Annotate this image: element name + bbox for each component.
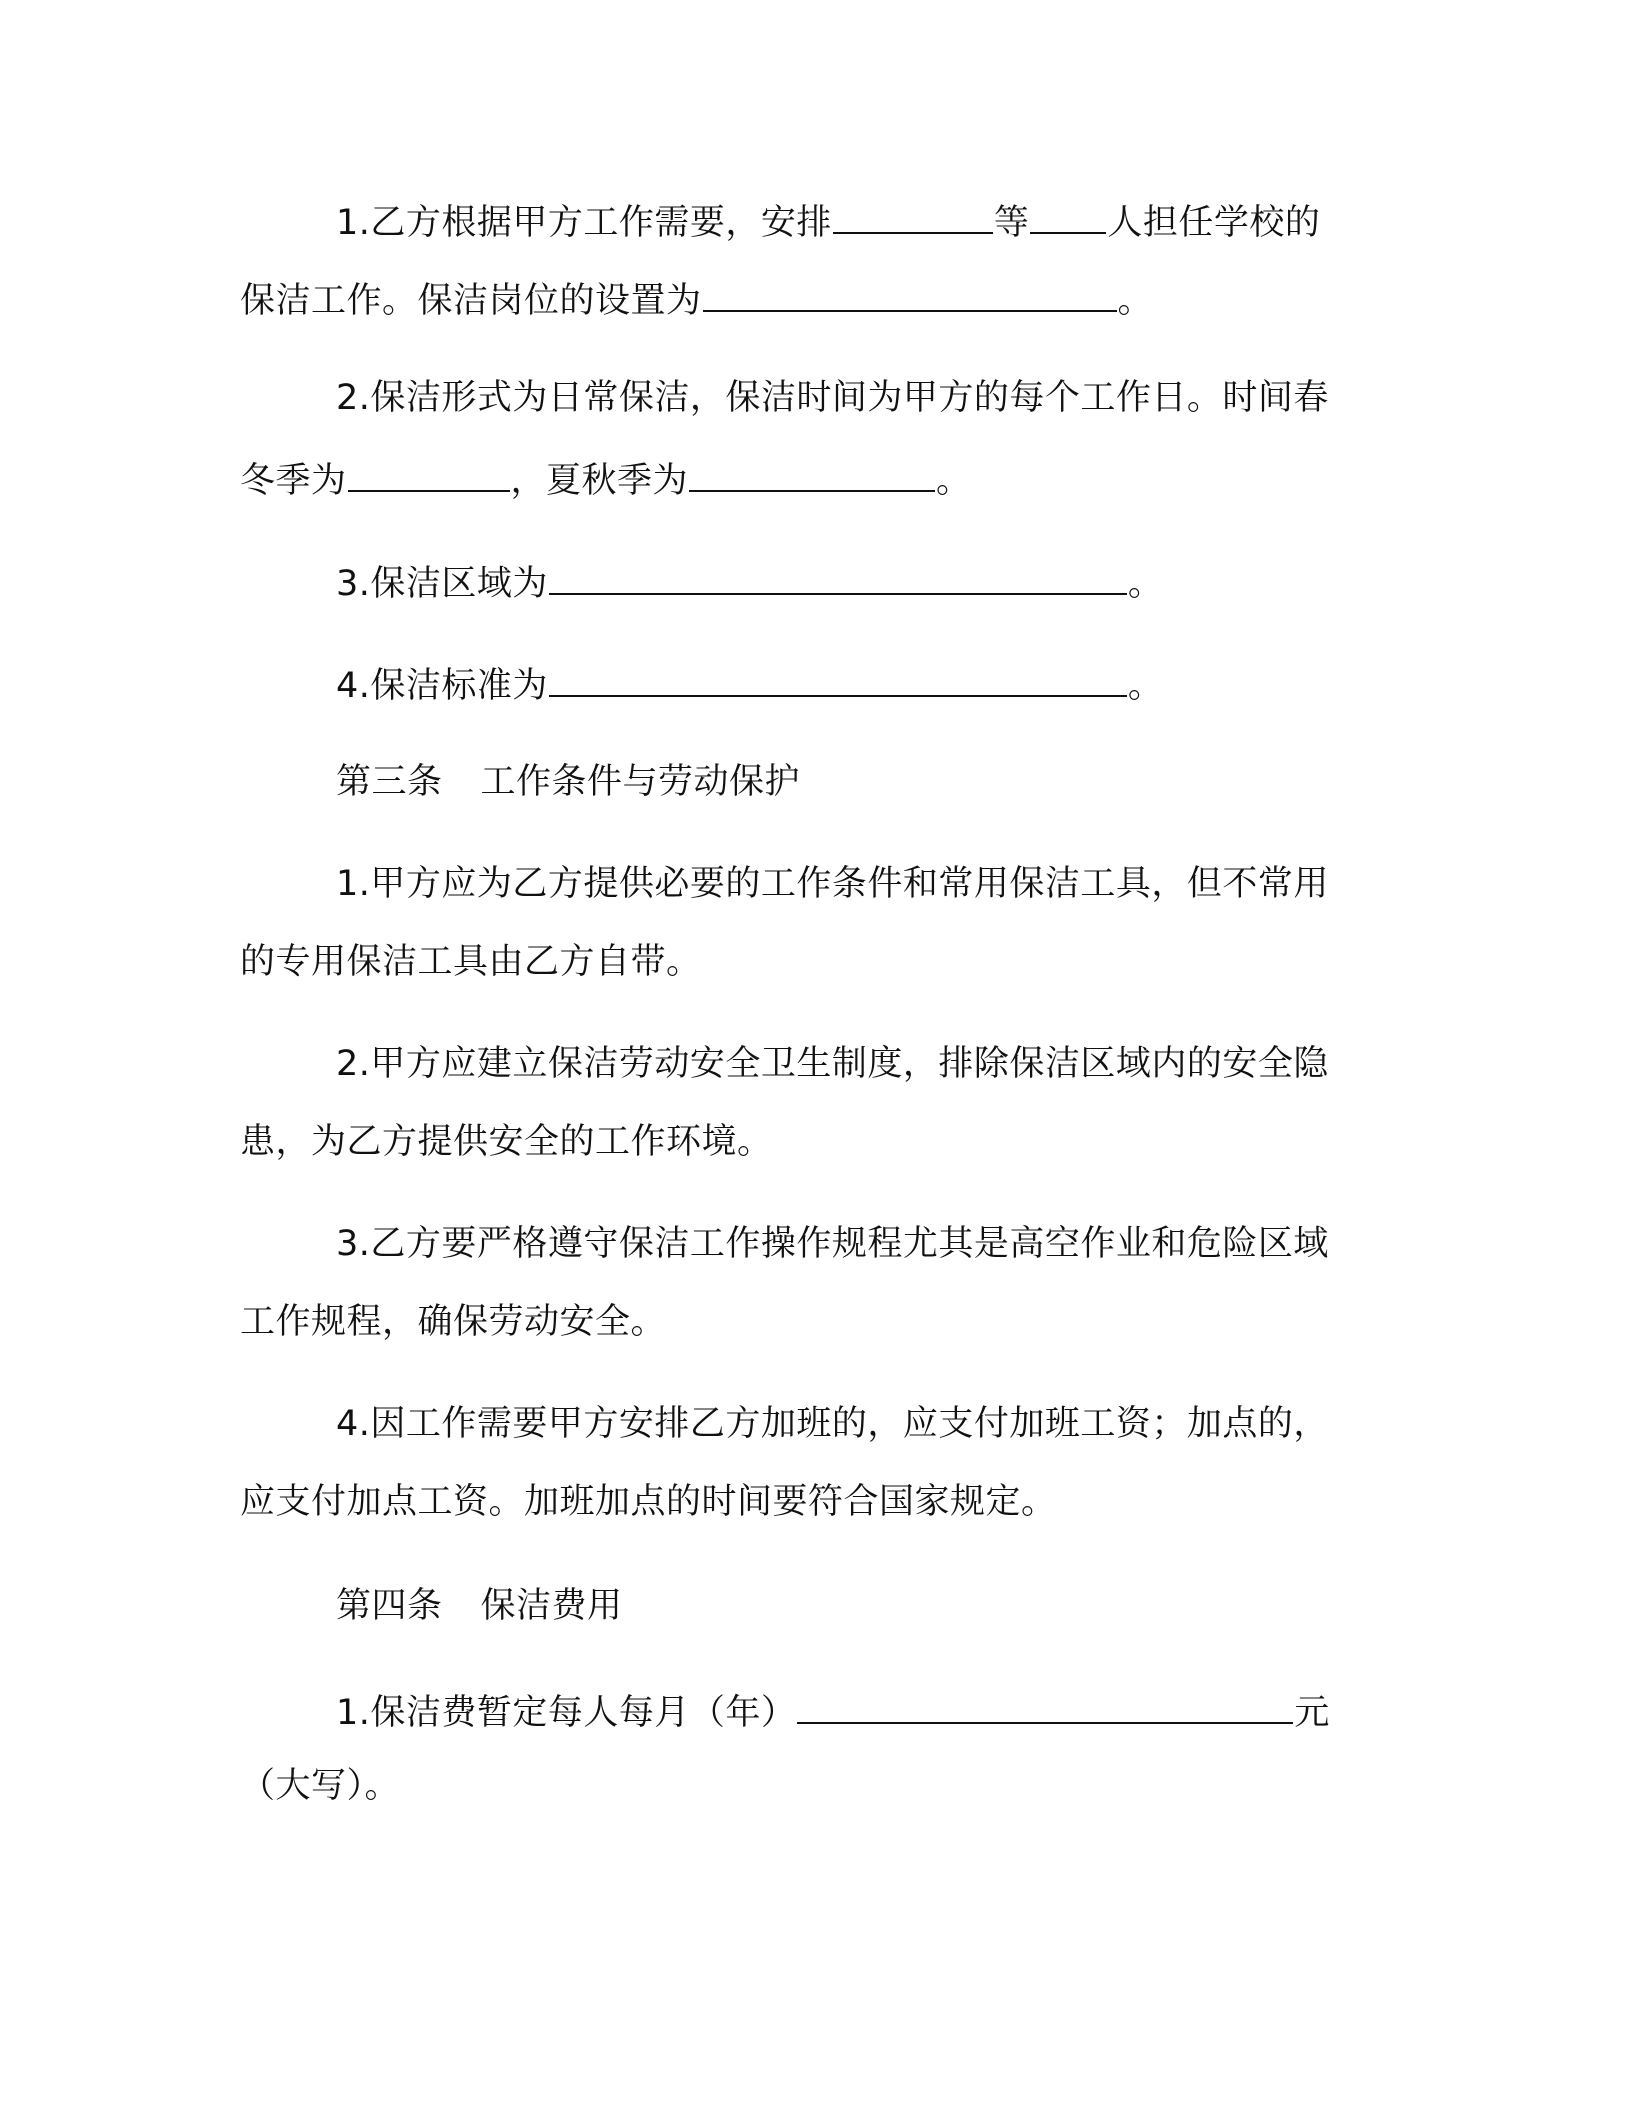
text-segment: 冬季为 (240, 461, 347, 501)
paragraph-line (336, 1218, 1329, 1270)
paragraph-line (336, 1398, 1329, 1450)
paragraph-line (240, 1116, 773, 1168)
fill-in-blank[interactable] (833, 192, 993, 234)
fill-in-blank[interactable] (689, 450, 935, 492)
fill-in-blank[interactable] (549, 553, 1127, 595)
text-segment: 2.甲方应建立保洁劳动安全卫生制度，排除保洁区域内的安全隐 (336, 1044, 1329, 1084)
text-segment: 4.因工作需要甲方安排乙方加班的，应支付加班工资；加点的， (336, 1404, 1329, 1444)
text-segment: （大写）。 (240, 1766, 401, 1806)
text-segment: 1.甲方应为乙方提供必要的工作条件和常用保洁工具，但不常用 (336, 864, 1329, 904)
text-segment: 3.保洁区域为 (336, 564, 548, 604)
text-segment: 3.乙方要严格遵守保洁工作操作规程尤其是高空作业和危险区域 (336, 1224, 1329, 1264)
text-segment: 4.保洁标准为 (336, 666, 548, 706)
paragraph-line (240, 936, 702, 988)
paragraph-line (336, 372, 1329, 424)
paragraph-line (240, 270, 1153, 322)
text-segment: ，夏秋季为 (510, 461, 689, 501)
paragraph-line (336, 1682, 1330, 1734)
section-heading-title: 保洁费用 (480, 1586, 623, 1626)
text-segment: 。 (1117, 281, 1154, 321)
text-segment: 患，为乙方提供安全的工作环境。 (240, 1122, 773, 1162)
text-segment: 1.乙方根据甲方工作需要，安排 (336, 203, 832, 243)
paragraph-line (240, 1296, 666, 1348)
fill-in-blank[interactable] (348, 450, 510, 492)
text-segment: 。 (1127, 666, 1164, 706)
text-segment: 应支付加点工资。加班加点的时间要符合国家规定。 (240, 1482, 1057, 1522)
section-heading-number: 第三条 (336, 762, 443, 802)
text-segment: 工作规程，确保劳动安全。 (240, 1302, 667, 1342)
fill-in-blank[interactable] (703, 270, 1117, 312)
paragraph-line (336, 858, 1329, 910)
text-segment: 人担任学校的 (1107, 203, 1321, 243)
paragraph-line (240, 450, 972, 502)
text-segment: 2.保洁形式为日常保洁，保洁时间为甲方的每个工作日。时间春 (336, 378, 1329, 418)
text-segment: 等 (993, 203, 1030, 243)
text-segment: 保洁工作。保洁岗位的设置为 (240, 281, 702, 321)
section-heading (336, 1580, 623, 1632)
text-segment: 。 (1127, 564, 1164, 604)
section-heading (336, 756, 800, 808)
fill-in-blank[interactable] (797, 1682, 1293, 1724)
paragraph-line (336, 655, 1163, 707)
text-segment: 1.保洁费暂定每人每月（年） (336, 1693, 797, 1733)
text-segment: 的专用保洁工具由乙方自带。 (240, 942, 702, 982)
paragraph-line (336, 553, 1163, 605)
section-heading-title: 工作条件与劳动保护 (480, 762, 801, 802)
fill-in-blank[interactable] (549, 655, 1127, 697)
text-segment: 元 (1294, 1693, 1330, 1733)
paragraph-line (240, 1760, 400, 1812)
fill-in-blank[interactable] (1030, 192, 1106, 234)
section-heading-number: 第四条 (336, 1586, 443, 1626)
text-segment: 。 (936, 461, 972, 501)
paragraph-line (240, 1476, 1057, 1528)
paragraph-line (336, 192, 1320, 244)
paragraph-line (336, 1038, 1329, 1090)
